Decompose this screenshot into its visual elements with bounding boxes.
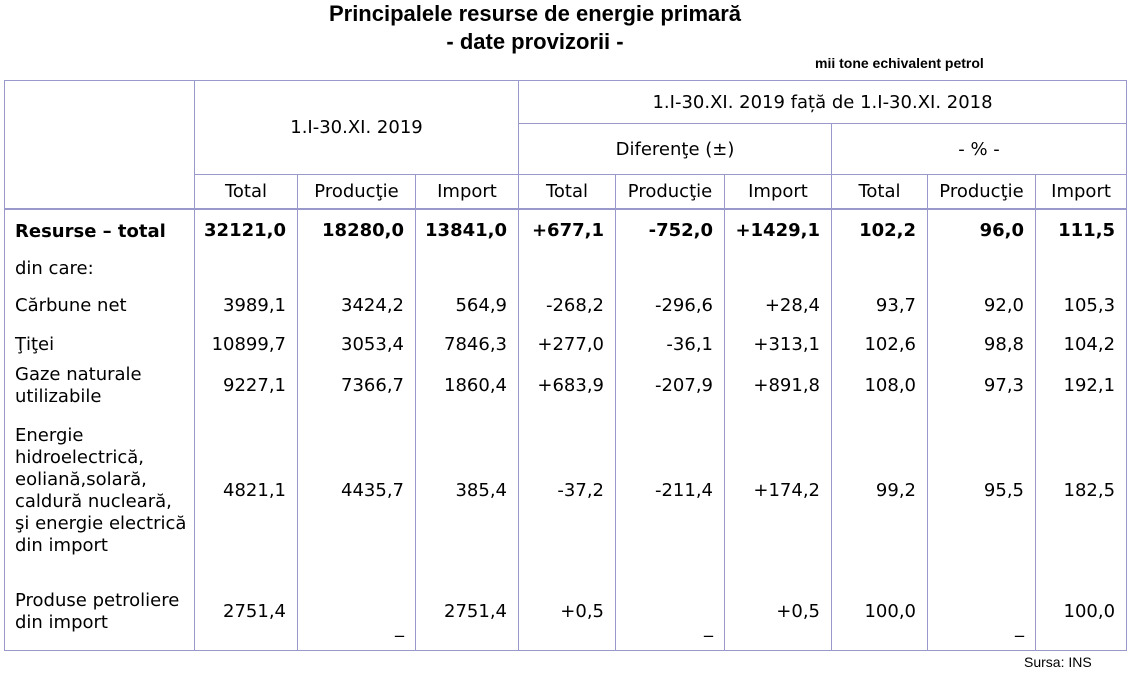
table-cell: 10899,7 — [195, 326, 298, 364]
table-cell: -36,1 — [616, 326, 725, 364]
table-cell: 100,0 — [1036, 574, 1127, 651]
table-cell: 4821,1 — [195, 408, 298, 574]
table-cell: 564,9 — [416, 286, 519, 326]
table-cell — [519, 252, 616, 286]
table-cell: -296,6 — [616, 286, 725, 326]
energy-resources-table — [4, 80, 1127, 651]
table-row — [5, 364, 1127, 408]
table-cell: 385,4 — [416, 408, 519, 574]
col-header: Producţie — [298, 175, 416, 210]
table-cell: 108,0 — [832, 364, 928, 408]
table-cell: _ — [616, 582, 725, 659]
table-cell: +1429,1 — [725, 209, 832, 252]
table-cell: -268,2 — [519, 286, 616, 326]
table-row — [5, 209, 1127, 252]
table-cell: +683,9 — [519, 364, 616, 408]
table-cell: 98,8 — [928, 326, 1036, 364]
header-percent: - % - — [832, 124, 1127, 175]
table-cell: 2751,4 — [416, 574, 519, 651]
table-cell: 7366,7 — [298, 364, 416, 408]
col-header: Total — [195, 175, 298, 210]
row-label: Energie hidroelectrică, eoliană,solară, caldură nucleară, şi energie electrică din import — [5, 408, 195, 574]
col-header: Total — [519, 175, 616, 210]
table-cell: 111,5 — [1036, 209, 1127, 252]
table-row — [5, 408, 1127, 574]
table-cell: 99,2 — [832, 408, 928, 574]
table-cell: 4435,7 — [298, 408, 416, 574]
row-label: Ţiţei — [5, 326, 195, 364]
col-header: Import — [1036, 175, 1127, 210]
col-header: Import — [725, 175, 832, 210]
table-cell: 102,6 — [832, 326, 928, 364]
table-cell: 100,0 — [832, 574, 928, 651]
table-cell: +0,5 — [519, 574, 616, 651]
source-note: Sursa: INS — [1024, 654, 1092, 670]
table-cell — [195, 252, 298, 286]
table-cell — [1036, 252, 1127, 286]
table-row — [5, 574, 1127, 651]
table-cell: 192,1 — [1036, 364, 1127, 408]
header-differences: Diferenţe (±) — [519, 124, 832, 175]
header-comparison: 1.I-30.XI. 2019 față de 1.I-30.XI. 2018 — [519, 81, 1127, 124]
table-row — [5, 326, 1127, 364]
row-label: Cărbune net — [5, 286, 195, 326]
header-stub — [5, 81, 195, 210]
table-cell: +277,0 — [519, 326, 616, 364]
table-cell: 7846,3 — [416, 326, 519, 364]
col-header: Total — [832, 175, 928, 210]
table-cell: +28,4 — [725, 286, 832, 326]
table-cell: 96,0 — [928, 209, 1036, 252]
table-cell — [298, 252, 416, 286]
table-cell: 97,3 — [928, 364, 1036, 408]
table-cell: _ — [298, 582, 416, 659]
table-cell: 13841,0 — [416, 209, 519, 252]
table-cell: 9227,1 — [195, 364, 298, 408]
table-cell: 182,5 — [1036, 408, 1127, 574]
table-cell: -752,0 — [616, 209, 725, 252]
table-cell: 95,5 — [928, 408, 1036, 574]
table-cell: +0,5 — [725, 574, 832, 651]
table-subtitle: - date provizorii - — [446, 29, 624, 54]
table-cell: 2751,4 — [195, 574, 298, 651]
table-cell: 104,2 — [1036, 326, 1127, 364]
table-cell — [616, 252, 725, 286]
table-title: Principalele resurse de energie primară — [328, 1, 742, 26]
table-row — [5, 252, 1127, 286]
table-cell: -211,4 — [616, 408, 725, 574]
table-cell: +891,8 — [725, 364, 832, 408]
row-label: Produse petroliere din import — [5, 574, 195, 651]
col-header: Producţie — [616, 175, 725, 210]
table-cell — [928, 252, 1036, 286]
table-cell: 32121,0 — [195, 209, 298, 252]
row-label: din care: — [5, 252, 195, 286]
table-cell: 3989,1 — [195, 286, 298, 326]
table-cell: 18280,0 — [298, 209, 416, 252]
table-cell: 3424,2 — [298, 286, 416, 326]
table-cell: 92,0 — [928, 286, 1036, 326]
table-cell — [832, 252, 928, 286]
table-cell: 1860,4 — [416, 364, 519, 408]
table-cell: -37,2 — [519, 408, 616, 574]
table-cell: +313,1 — [725, 326, 832, 364]
row-label: Resurse – total — [5, 209, 195, 252]
table-row — [5, 286, 1127, 326]
unit-note: mii tone echivalent petrol — [815, 55, 984, 71]
table-cell: -207,9 — [616, 364, 725, 408]
table-cell: 105,3 — [1036, 286, 1127, 326]
table-cell: 3053,4 — [298, 326, 416, 364]
col-header: Import — [416, 175, 519, 210]
table-cell — [725, 252, 832, 286]
table-cell — [416, 252, 519, 286]
table-cell: 93,7 — [832, 286, 928, 326]
row-label: Gaze naturale utilizabile — [5, 364, 195, 408]
header-period-2019: 1.I-30.XI. 2019 — [195, 81, 519, 175]
table-cell: _ — [928, 582, 1036, 659]
table-cell: 102,2 — [832, 209, 928, 252]
table-cell: +677,1 — [519, 209, 616, 252]
col-header: Producţie — [928, 175, 1036, 210]
table-cell: +174,2 — [725, 408, 832, 574]
